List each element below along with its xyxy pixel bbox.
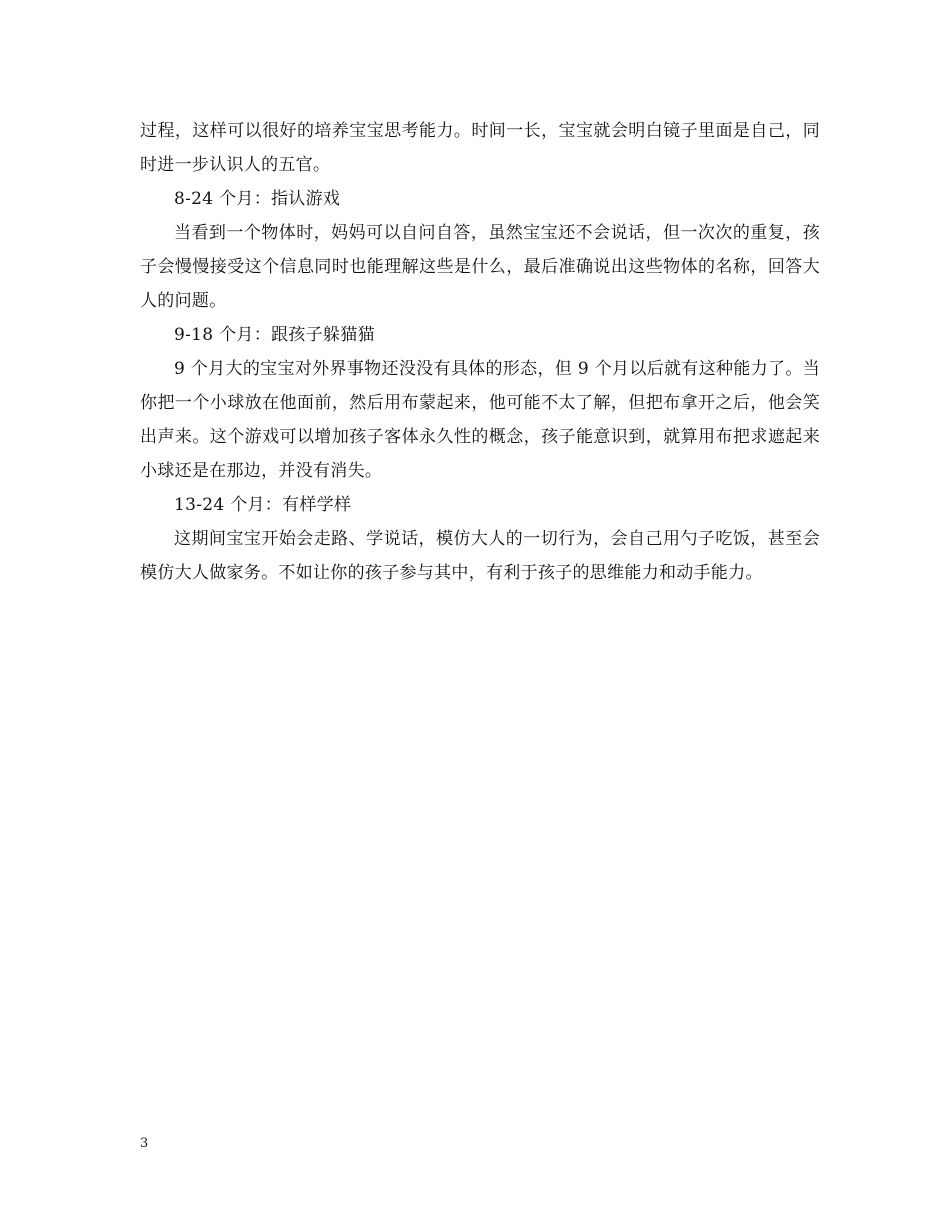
section-heading-13-24-months: 13-24 个月：有样学样 <box>174 495 352 515</box>
page-number: 3 <box>140 1136 149 1151</box>
paragraph-continuation: 过程，这样可以很好的培养宝宝思考能力。时间一长，宝宝就会明白镜子里面是自己，同时进一步认识人的五官。 <box>140 121 820 175</box>
section-heading-8-24-months: 8-24 个月：指认游戏 <box>174 189 341 209</box>
paragraph-imitation: 这期间宝宝开始会走路、学说话，模仿大人的一切行为，会自己用勺子吃饭，甚至会模仿大人做家务。不如让你的孩子参与其中，有利于孩子的思维能力和动手能力。 <box>140 529 820 583</box>
paragraph-pointing-game: 当看到一个物体时，妈妈可以自问自答，虽然宝宝还不会说话，但一次次的重复，孩子会慢慢接受这个信息同时也能理解这些是什么，最后准确说出这些物体的名称，回答大人的问题。 <box>140 223 820 311</box>
document-body <box>140 114 820 590</box>
section-heading-9-18-months: 9-18 个月：跟孩子躲猫猫 <box>174 325 375 345</box>
paragraph-peekaboo: 9 个月大的宝宝对外界事物还没没有具体的形态，但 9 个月以后就有这种能力了。当你把一个小球放在他面前，然后用布蒙起来，他可能不太了解，但把布拿开之后，他会笑出声来。这个游戏可以增加孩子客体永久性的概念，孩子能意识到，就算用布把求遮起来小球还是在那边，并没有消失。 <box>140 359 820 481</box>
